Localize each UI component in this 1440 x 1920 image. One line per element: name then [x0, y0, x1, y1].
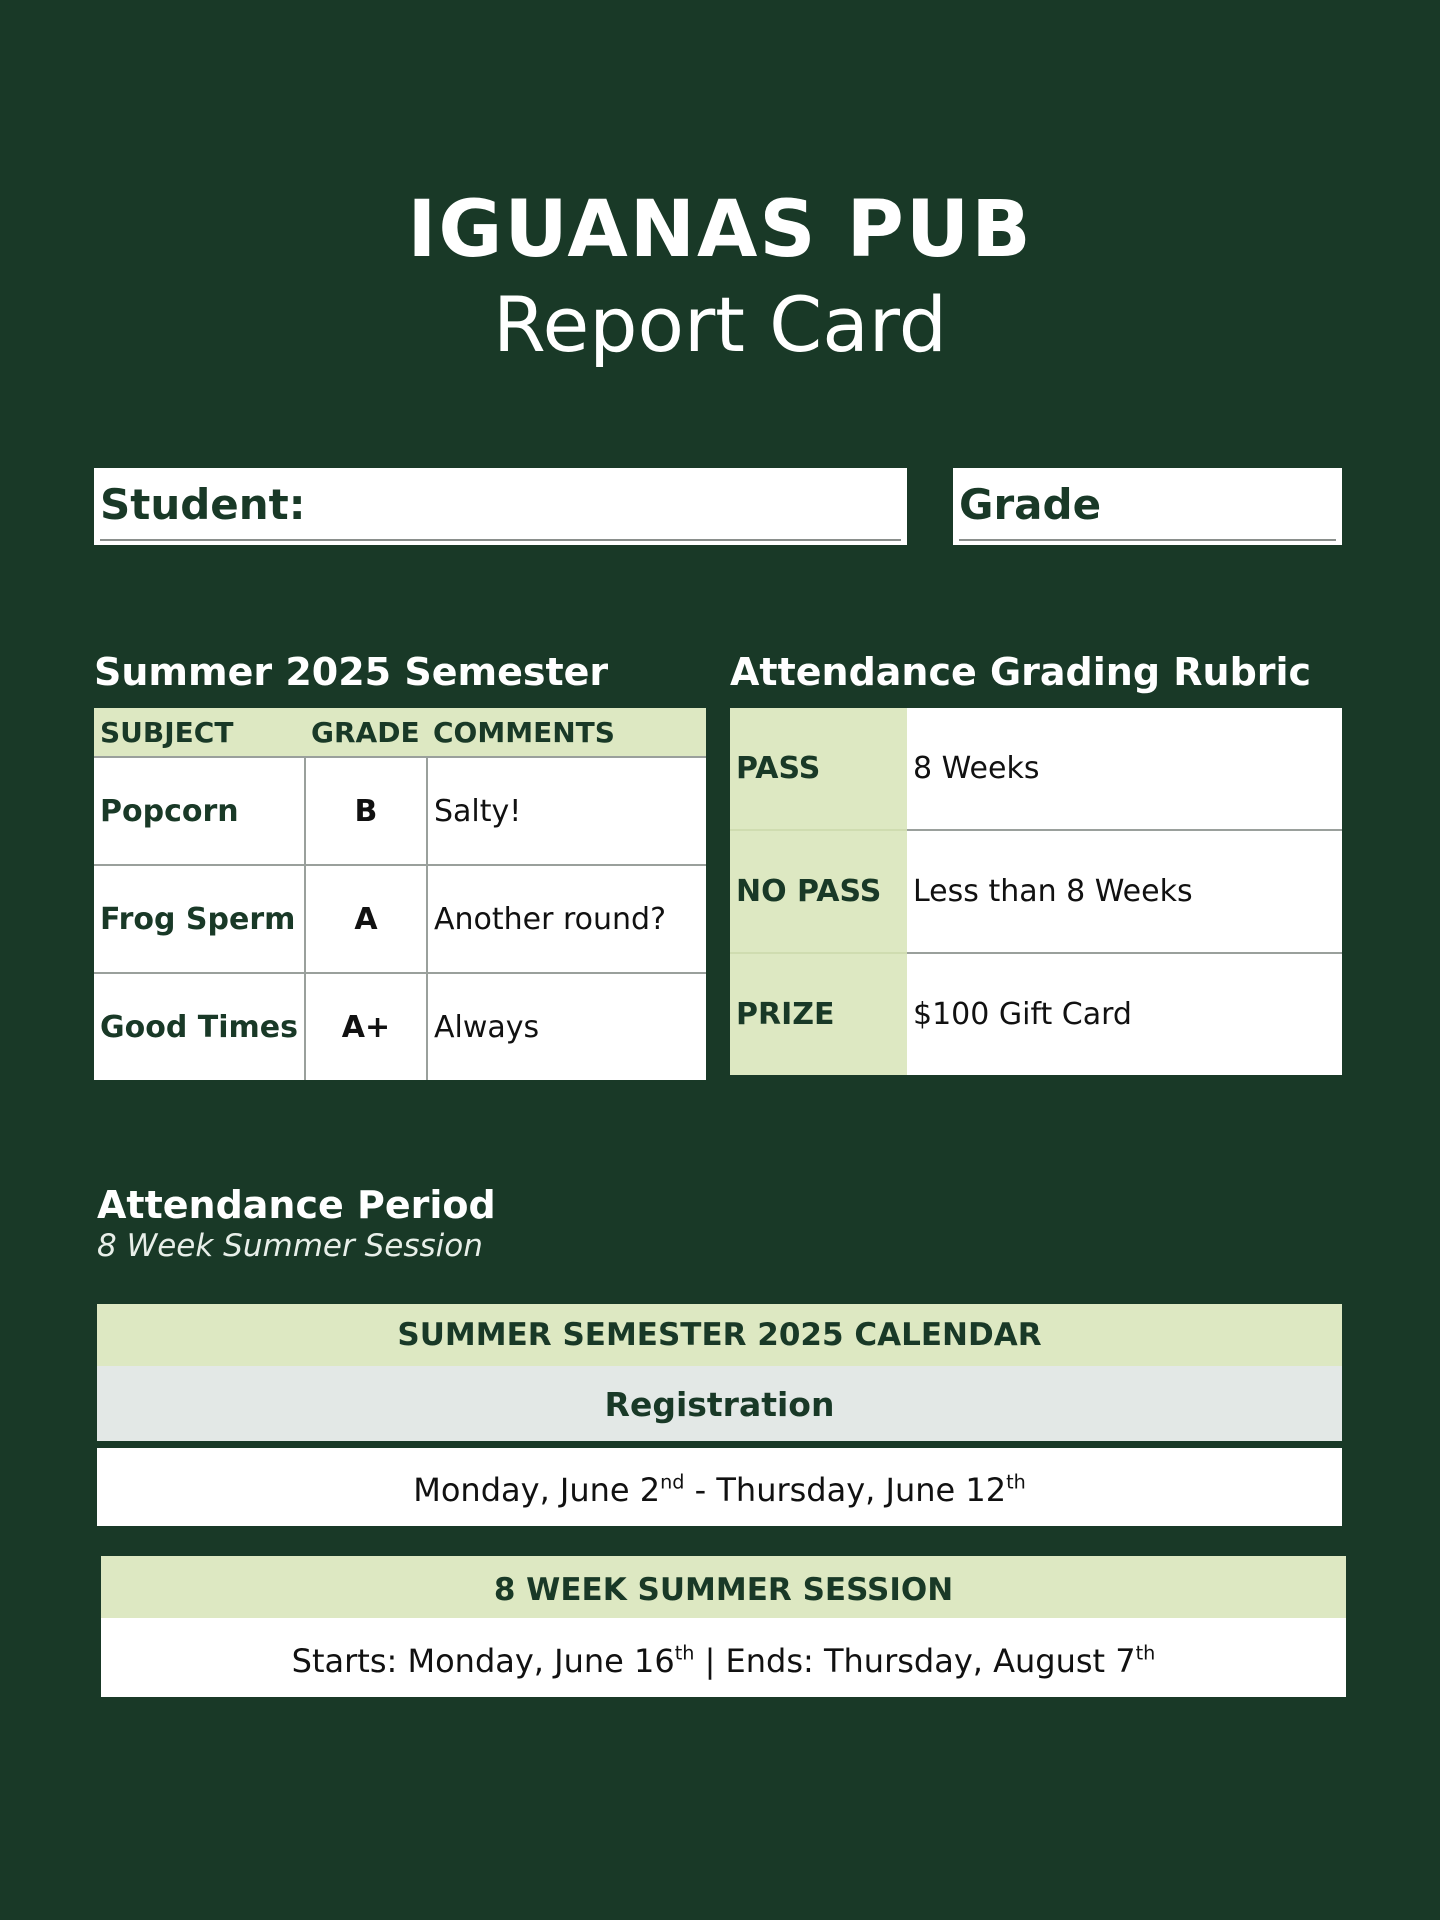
session-start: Starts: Monday, June 16 — [291, 1642, 675, 1680]
calendar-title: SUMMER SEMESTER 2025 CALENDAR — [97, 1304, 1342, 1366]
session-start-suffix: th — [674, 1641, 695, 1665]
registration-start: Monday, June 2 — [413, 1471, 661, 1509]
rubric-table — [730, 708, 1342, 1075]
comment-cell: Always — [427, 973, 706, 1080]
registration-dates — [97, 1448, 1342, 1526]
subject-table — [94, 708, 706, 1080]
rubric-value: $100 Gift Card — [907, 953, 1342, 1075]
grade-field[interactable] — [953, 468, 1342, 545]
comment-cell: Salty! — [427, 757, 706, 865]
subject-table-header — [94, 708, 706, 757]
rubric-row — [730, 708, 1342, 830]
registration-label: Registration — [97, 1366, 1342, 1444]
subject-cell: Popcorn — [94, 757, 305, 865]
table-row — [94, 865, 706, 973]
col-grade: GRADE — [305, 708, 427, 757]
table-row — [94, 973, 706, 1080]
col-comments: COMMENTS — [427, 708, 706, 757]
registration-start-suffix: nd — [660, 1470, 685, 1494]
registration-end: Thursday, June 12 — [716, 1471, 1007, 1509]
registration-separator: - — [684, 1471, 717, 1509]
rubric-key: PASS — [730, 708, 907, 830]
col-subject: SUBJECT — [94, 708, 305, 757]
table-row — [94, 757, 706, 865]
student-label: Student: — [100, 480, 306, 529]
rubric-value: 8 Weeks — [913, 751, 1040, 786]
session-dates — [101, 1618, 1346, 1697]
session-end-suffix: th — [1135, 1641, 1156, 1665]
rubric-row — [730, 953, 1342, 1075]
grade-underline — [959, 539, 1336, 541]
grade-cell: A — [305, 865, 427, 973]
grade-cell: B — [305, 757, 427, 865]
comment-cell: Another round? — [427, 865, 706, 973]
session-title: 8 WEEK SUMMER SESSION — [101, 1556, 1346, 1618]
grade-cell: A+ — [305, 973, 427, 1080]
subject-cell: Good Times — [94, 973, 305, 1080]
attendance-heading: Attendance Period — [97, 1183, 496, 1227]
semester-heading: Summer 2025 Semester — [94, 650, 609, 694]
rubric-row — [730, 830, 1342, 953]
student-underline — [100, 539, 901, 541]
attendance-subheading: 8 Week Summer Session — [97, 1228, 483, 1264]
student-field[interactable] — [94, 468, 907, 545]
session-divider: | — [694, 1642, 726, 1680]
rubric-key: PRIZE — [730, 953, 907, 1075]
subject-cell: Frog Sperm — [94, 865, 305, 973]
page-title: IGUANAS PUB — [407, 185, 1033, 275]
rubric-key: NO PASS — [730, 830, 907, 953]
session-end: Ends: Thursday, August 7 — [725, 1642, 1136, 1680]
rubric-heading: Attendance Grading Rubric — [730, 650, 1312, 694]
rubric-value: Less than 8 Weeks — [907, 830, 1342, 953]
grade-label: Grade — [959, 480, 1102, 529]
registration-end-suffix: th — [1006, 1470, 1026, 1494]
page-subtitle: Report Card — [493, 280, 947, 369]
